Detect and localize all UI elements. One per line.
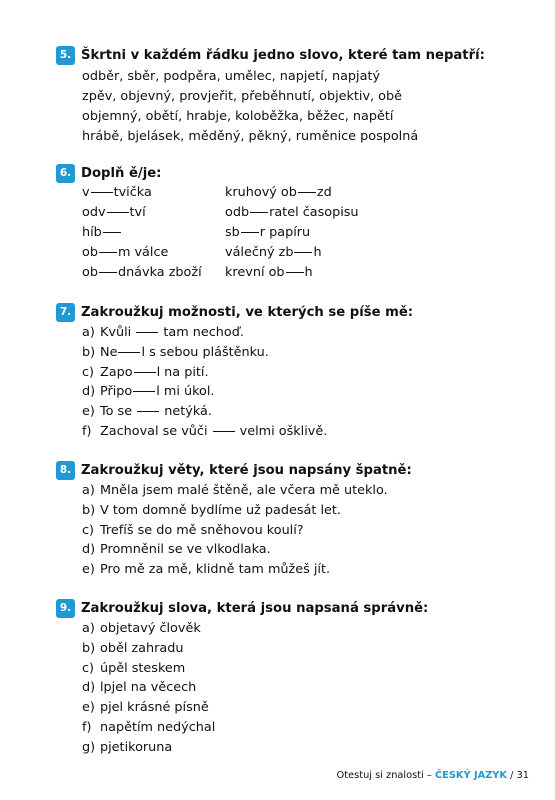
exercise-title: Zakroužkuj možnosti, ve kterých se píše mě: bbox=[81, 304, 414, 320]
word-option-item[interactable]: b) oběl zahradu bbox=[82, 640, 184, 656]
fill-column-right bbox=[225, 183, 359, 283]
fill-item: sb r papíru bbox=[225, 225, 311, 240]
option-item[interactable]: a) Kvůli tam nechoď. bbox=[82, 325, 244, 340]
answer-blank[interactable] bbox=[91, 192, 113, 193]
sentence-item[interactable]: d) Promněnil se ve vlkodlaka. bbox=[82, 542, 271, 558]
word-option-item[interactable]: e) pjel krásné písně bbox=[82, 700, 209, 716]
exercise-number-badge: 5. bbox=[56, 46, 75, 65]
fill-item: híb bbox=[82, 223, 202, 243]
answer-blank[interactable] bbox=[298, 192, 316, 193]
footer-prefix: Otestuj si znalosti – bbox=[336, 770, 435, 781]
fill-item: ob dnávka zboží bbox=[82, 265, 202, 280]
word-option-item[interactable]: a) objetavý člověk bbox=[82, 621, 201, 636]
word-line: hrábě, bjelásek, měděný, pěkný, ruměnice pospolná bbox=[82, 129, 419, 144]
answer-blank[interactable] bbox=[250, 212, 268, 213]
exercise-6 bbox=[56, 163, 536, 280]
sentence-item[interactable]: b) V tom domně bydlíme už padesát let. bbox=[82, 502, 341, 518]
option-item[interactable]: d) Připo l mi úkol. bbox=[82, 384, 215, 400]
answer-blank bbox=[136, 332, 158, 333]
fill-item: kruhový ob zd bbox=[225, 185, 332, 200]
option-item[interactable]: f) Zachoval se vůči velmi ošklivě. bbox=[82, 423, 328, 439]
option-item[interactable]: e) To se netýká. bbox=[82, 404, 212, 420]
answer-blank[interactable] bbox=[286, 272, 304, 273]
answer-blank[interactable] bbox=[107, 212, 129, 213]
word-option-item[interactable]: g) pjetikoruna bbox=[82, 739, 173, 755]
word-option-item[interactable]: d) lpjel na věcech bbox=[82, 680, 197, 696]
word-option-item[interactable]: c) úpěl steskem bbox=[82, 660, 186, 676]
exercise-number-badge: 8. bbox=[56, 461, 75, 480]
exercise-7 bbox=[56, 302, 536, 439]
word-lines bbox=[82, 67, 418, 147]
fill-column-left bbox=[82, 183, 202, 283]
answer-blank[interactable] bbox=[103, 232, 121, 233]
exercise-6-header bbox=[56, 163, 536, 183]
answer-blank bbox=[134, 372, 156, 373]
answer-blank bbox=[137, 411, 159, 412]
exercise-title: Doplň ě/je: bbox=[81, 165, 162, 181]
footer-subject: ČESKÝ JAZYK bbox=[434, 770, 507, 781]
option-list bbox=[82, 323, 327, 442]
fill-item: krevní ob h bbox=[225, 265, 313, 280]
fill-item: odb ratel časopisu bbox=[225, 205, 359, 220]
word-option-item[interactable]: f) napětím nedýchal bbox=[82, 719, 216, 735]
answer-blank bbox=[213, 431, 235, 432]
exercise-number-badge: 9. bbox=[56, 599, 75, 618]
fill-item: odv tví bbox=[82, 205, 146, 220]
word-line: zpěv, objevný, provjeřit, přeběhnutí, objektiv, obě bbox=[82, 89, 403, 104]
option-item[interactable]: b) Ne l s sebou pláštěnku. bbox=[82, 344, 269, 360]
page-footer bbox=[337, 770, 529, 781]
exercise-title: Škrtni v každém řádku jedno slovo, které tam nepatří: bbox=[81, 47, 485, 63]
answer-blank[interactable] bbox=[99, 272, 117, 273]
answer-blank bbox=[118, 352, 140, 353]
sentence-list bbox=[82, 481, 388, 580]
page-number: / 31 bbox=[507, 770, 529, 781]
exercise-9-header bbox=[56, 598, 536, 618]
fill-item: válečný zb h bbox=[225, 245, 322, 260]
word-option-list bbox=[82, 619, 215, 758]
exercise-9 bbox=[56, 598, 536, 755]
sentence-item[interactable]: c) Trefíš se do mě sněhovou koulí? bbox=[82, 522, 304, 538]
fill-item: ob m válce bbox=[82, 245, 169, 260]
answer-blank[interactable] bbox=[99, 252, 117, 253]
answer-blank[interactable] bbox=[294, 252, 312, 253]
exercise-title: Zakroužkuj věty, které jsou napsány špatně: bbox=[81, 462, 412, 478]
exercise-number-badge: 6. bbox=[56, 164, 75, 183]
exercise-number-badge: 7. bbox=[56, 303, 75, 322]
answer-blank bbox=[133, 391, 155, 392]
word-line: objemný, obětí, hrabje, koloběžka, běžec, napětí bbox=[82, 109, 394, 124]
exercise-5 bbox=[56, 45, 536, 144]
exercise-5-header bbox=[56, 45, 536, 65]
exercise-title: Zakroužkuj slova, která jsou napsaná správně: bbox=[81, 600, 429, 616]
word-line: odběr, sběr, podpěra, umělec, napjetí, napjatý bbox=[82, 69, 381, 84]
sentence-item[interactable]: e) Pro mě za mě, klidně tam můžeš jít. bbox=[82, 562, 331, 578]
fill-item: v tvička bbox=[82, 185, 152, 200]
answer-blank[interactable] bbox=[241, 232, 259, 233]
sentence-item[interactable]: a) Mněla jsem malé štěně, ale včera mě uteklo. bbox=[82, 483, 388, 498]
exercise-8-header bbox=[56, 460, 536, 480]
exercise-8 bbox=[56, 460, 536, 578]
option-item[interactable]: c) Zapo l na pití. bbox=[82, 364, 209, 380]
exercise-7-header bbox=[56, 302, 536, 322]
